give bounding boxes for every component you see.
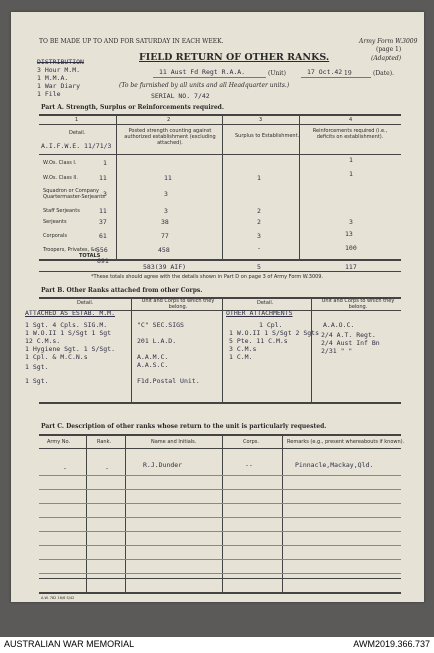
distribution-line: 1 War Diary — [37, 82, 81, 90]
attached-heading: ATTACHED AS ESTAB. M.M. — [25, 309, 116, 317]
col-header-unit: Unit and Corps to which they belong. — [321, 298, 395, 310]
col-divider — [299, 114, 300, 259]
other-attachment-line: 3 C.M.s — [229, 345, 257, 353]
attached-line: 1 Sgt. — [25, 377, 49, 385]
row-label: Serjeants — [43, 219, 67, 225]
part-c-row-rule — [39, 475, 401, 476]
row-posted: 38 — [161, 218, 169, 226]
col-number: 1 — [75, 117, 79, 123]
row-label: Corporals — [43, 233, 67, 239]
attached-line: 1 Cpl. & M.C.N.s — [25, 353, 88, 361]
row-surplus: 3 — [257, 232, 261, 240]
attached-unit: A.A.S.C. — [137, 361, 169, 369]
part-b-title: Part B. Other Ranks attached from other Corps. — [41, 287, 203, 294]
row-posted: 11 — [164, 174, 172, 182]
date-underline — [301, 77, 371, 78]
col-divider — [116, 114, 117, 259]
attached-unit: F1d.Postal Unit. — [137, 377, 200, 385]
col-header-reinforcements: Reinforcements required (i.e., deficits on establishment). — [312, 128, 388, 140]
part-c-row-rule — [39, 517, 401, 518]
col-number: 2 — [167, 117, 171, 123]
row-reinforcements: 1 — [349, 170, 353, 178]
row-surplus: 2 — [257, 218, 261, 226]
total-reinforcements: 117 — [345, 263, 357, 271]
col-divider — [222, 114, 223, 259]
row-label: Staff Serjeants — [43, 208, 80, 214]
part-a-title: Part A. Strength, Surplus or Reinforcements required. — [41, 104, 224, 111]
archive-name: AUSTRALIAN WAR MEMORIAL — [4, 639, 135, 649]
other-attachment-unit: A.A.O.C. — [323, 321, 355, 329]
col-divider — [125, 434, 126, 592]
attached-unit: 201 L.A.D. — [137, 337, 177, 345]
row-surplus: 1 — [257, 174, 261, 182]
print-code: A.W. 782 16/6 S/42 — [41, 596, 75, 600]
attached-unit: A.A.M.C. — [137, 353, 169, 361]
row-label: Troopers, Privates, &c. — [43, 247, 99, 253]
totals-label: TOTALS — [79, 253, 101, 259]
other-attachment-line: 1 W.O.II 1 S/Sgt 2 Sgts — [229, 329, 320, 337]
row-label: W.Os. Class I. — [43, 160, 77, 166]
col-number: 3 — [259, 117, 263, 123]
part-a-header-rule — [39, 154, 401, 155]
form-title: FIELD RETURN OF OTHER RANKS. — [139, 52, 330, 63]
part-c-row-rule — [39, 489, 401, 490]
totals-rule — [39, 271, 401, 272]
row-reinforcements: 100 — [345, 244, 357, 252]
archive-footer — [0, 637, 434, 653]
col-divider — [131, 297, 132, 402]
part-c-header-rule — [39, 448, 401, 449]
col-header-surplus: Surplus to Establishment. — [235, 133, 300, 139]
row-detail: 11 — [99, 174, 107, 182]
col-header-corps: Corps. — [243, 439, 259, 445]
row-posted: 458 — [158, 246, 170, 254]
distribution-line: 1 M.M.A. — [37, 74, 69, 82]
row-detail: 1 — [103, 159, 107, 167]
part-c-row-rule — [39, 573, 401, 574]
adapted-note: (Adapted) — [371, 55, 402, 62]
total-surplus: 5 — [257, 263, 261, 271]
row-label: W.Os. Class II. — [43, 175, 78, 181]
col-divider — [222, 434, 223, 592]
date-label: (Date). — [373, 70, 394, 77]
col-divider — [222, 297, 223, 402]
distribution-line: 1 File — [37, 90, 61, 98]
col-divider — [311, 297, 312, 402]
serial-number: SERIAL NO. 7/42 — [151, 92, 210, 100]
part-b-bottom-rule — [39, 402, 401, 404]
date-value: 17 Oct.42 — [307, 68, 343, 76]
form-page — [11, 12, 424, 602]
row-posted: 3 — [164, 207, 168, 215]
part-c-row-rule — [39, 545, 401, 546]
col-divider — [282, 434, 283, 592]
corps-value: -- — [245, 461, 253, 469]
row-label: Squadron or Company Quartermaster-Serjeants — [43, 188, 105, 200]
page-number: (page 1) — [376, 46, 402, 53]
top-note: TO BE MADE UP TO AND FOR SATURDAY IN EACH WEEK. — [39, 38, 224, 45]
row-posted: 3 — [164, 190, 168, 198]
total-detail: 691 — [97, 257, 109, 265]
name-value: R.J.Dunder — [143, 461, 183, 469]
attached-unit: "C" SEC.SIGS — [137, 321, 184, 329]
col-header-unit: Unit and Corps to which they belong. — [141, 298, 215, 310]
col-header-detail: Detail. — [69, 130, 86, 136]
part-c-row-rule — [39, 503, 401, 504]
rank-value: - — [105, 464, 109, 472]
part-c-row-rule — [39, 559, 401, 560]
attached-line: 1 Hygiene Sgt. 1 S/Sgt. — [25, 345, 116, 353]
distribution-heading: DISTRIBUTION — [37, 58, 84, 66]
attached-line: 12 C.M.s. — [25, 337, 61, 345]
row-reinforcements: 1 — [349, 156, 353, 164]
row-surplus: - — [257, 244, 261, 252]
other-attachment-line: 5 Pte. 11 C.M.s — [229, 337, 288, 345]
row-reinforcements: 13 — [345, 230, 353, 238]
part-c-row-rule — [39, 531, 401, 532]
col-header-posted: Posted strength counting against authorized establishment (excluding attached). — [124, 128, 216, 146]
year-label: 19 — [344, 70, 352, 77]
col-header-detail: Detail. — [257, 300, 274, 306]
row-detail: 61 — [99, 232, 107, 240]
col-header-rank: Rank. — [97, 439, 112, 445]
col-header-remarks: Remarks (e.g., present whereabouts if known). — [287, 439, 405, 445]
row-detail: 11 — [99, 207, 107, 215]
furnish-note: (To be furnished by all units and all Headquarter units.) — [119, 82, 290, 89]
part-a-footnote: *These totals should agree with the details shown in Part D on page 3 of Army Form W.3009. — [91, 274, 324, 280]
unit-value: 11 Aust Fd Regt R.A.A. — [159, 68, 246, 76]
other-attachment-line: 1 Cpl. — [259, 321, 283, 329]
row-detail: 3 — [103, 190, 107, 198]
other-attachments-heading: OTHER ATTACHMENTS — [226, 309, 293, 317]
detail-note: A.I.F.W.E. 11/71/3 — [41, 142, 112, 150]
row-posted: 77 — [161, 232, 169, 240]
col-header-detail: Detail. — [77, 300, 94, 306]
unit-underline — [153, 77, 266, 78]
part-c-top-rule — [39, 434, 401, 436]
part-c-bottom-rule — [39, 592, 401, 594]
other-attachment-line: 1 C.M. — [229, 353, 253, 361]
other-attachment-unit: 2/4 Aust Inf Bn — [321, 339, 380, 347]
row-surplus: 2 — [257, 207, 261, 215]
distribution-line: 3 Hour M.M. — [37, 66, 81, 74]
row-reinforcements: 3 — [349, 218, 353, 226]
part-a-bottom-rule — [39, 259, 401, 261]
total-posted: 583(39 AIF) — [143, 263, 187, 271]
part-a-number-rule — [39, 124, 401, 125]
col-header-army-no: Army No. — [47, 439, 71, 445]
unit-label: (Unit) — [268, 70, 286, 77]
col-header-name: Name and Initials. — [151, 439, 197, 445]
remarks-value: Pinnacle,Mackay,Qld. — [295, 461, 374, 469]
other-attachment-unit: 2/4 A.T. Regt. — [321, 331, 376, 339]
part-c-double-rule — [39, 578, 401, 579]
part-c-title: Part C. Description of other ranks whose return to the unit is particularly requested. — [41, 423, 327, 430]
attached-line: 1 W.O.II 1 S/Sgt 1 Sgt — [25, 329, 112, 337]
col-number: 4 — [349, 117, 353, 123]
col-divider — [86, 434, 87, 592]
form-number: Army Form W.3009 — [359, 38, 418, 45]
attached-line: 1 Sgt. — [25, 363, 49, 371]
row-detail: 556 — [96, 246, 108, 254]
other-attachment-unit: 2/31 " " — [321, 347, 353, 355]
archive-reference: AWM2019.366.737 — [353, 639, 430, 649]
row-detail: 37 — [99, 218, 107, 226]
attached-line: 1 Sgt. 4 Cpls. SIG.M. — [25, 321, 108, 329]
part-a-top-rule — [39, 114, 401, 116]
army-no-value: - — [63, 464, 67, 472]
